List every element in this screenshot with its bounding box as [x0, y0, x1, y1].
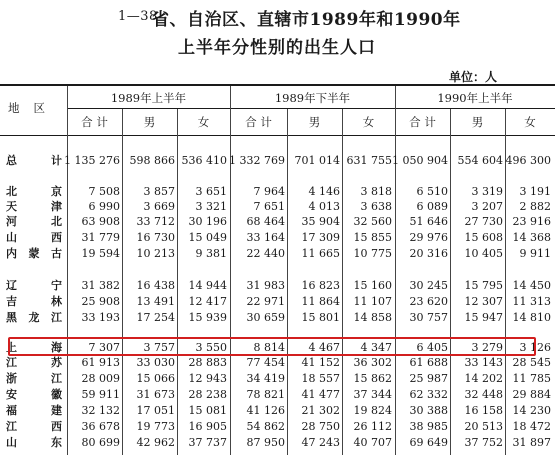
cell-total-p2: 54 862: [246, 420, 285, 433]
cell-male-p2: 47 243: [301, 436, 340, 449]
cell-male-p2: 15 801: [301, 311, 340, 324]
cell-female-p2: 11 107: [353, 295, 392, 308]
cell-male-p2: 701 014: [294, 154, 340, 167]
subheader-total-3: 合 计: [409, 115, 436, 129]
region-name: 浙 江: [6, 372, 62, 385]
cell-female-p3: 11 785: [512, 372, 551, 385]
cell-total-p3: 69 649: [409, 436, 448, 449]
cell-male-p3: 15 947: [464, 311, 503, 324]
cell-female-p1: 28 883: [188, 356, 227, 369]
cell-total-p2: 8 814: [253, 341, 285, 354]
cell-male-p2: 4 467: [308, 341, 340, 354]
cell-total-p3: 29 976: [409, 231, 448, 244]
cell-female-p3: 14 450: [512, 279, 551, 292]
cell-female-p3: 11 313: [512, 295, 551, 308]
cell-male-p3: 554 604: [457, 154, 503, 167]
region-name: 吉 林: [6, 295, 62, 308]
cell-female-p3: 31 897: [512, 436, 551, 449]
region-name: 福 建: [6, 404, 62, 417]
subheader-male-3: 男: [471, 115, 484, 129]
cell-male-p1: 42 962: [136, 436, 175, 449]
region-name: 北 京: [6, 185, 62, 198]
cell-total-p2: 78 821: [246, 388, 285, 401]
table-top-rule: [0, 84, 555, 86]
cell-female-p2: 32 560: [353, 215, 392, 228]
table-row: [0, 387, 555, 402]
region-name: 江 苏: [6, 356, 62, 369]
table-row: [0, 214, 555, 229]
cell-total-p1: 7 508: [88, 185, 120, 198]
cell-male-p2: 41 152: [301, 356, 340, 369]
cell-female-p2: 40 707: [353, 436, 392, 449]
cell-male-p1: 598 866: [129, 154, 175, 167]
cell-female-p3: 3 126: [519, 341, 551, 354]
cell-male-p3: 14 202: [464, 372, 503, 385]
cell-male-p1: 33 030: [136, 356, 175, 369]
cell-male-p1: 19 773: [136, 420, 175, 433]
cell-female-p3: 14 368: [512, 231, 551, 244]
cell-total-p2: 34 419: [246, 372, 285, 385]
region-name: 河 北: [6, 215, 62, 228]
cell-male-p2: 11 864: [301, 295, 340, 308]
cell-total-p3: 30 757: [409, 311, 448, 324]
unit-label: 单位：人: [448, 70, 497, 84]
cell-total-p1: 32 132: [81, 404, 120, 417]
cell-male-p1: 33 712: [136, 215, 175, 228]
region-name: 黑 龙 江: [6, 311, 62, 324]
cell-male-p2: 35 904: [301, 215, 340, 228]
subheader-male-1: 男: [143, 115, 156, 129]
table-row: [0, 419, 555, 434]
period-header-1990-h1: 1990年上半年: [437, 91, 513, 105]
subheader-total-1: 合 计: [81, 115, 108, 129]
cell-total-p3: 30 245: [409, 279, 448, 292]
cell-female-p3: 9 911: [519, 247, 551, 260]
cell-total-p1: 36 678: [81, 420, 120, 433]
cell-female-p1: 15 939: [188, 311, 227, 324]
header-bottom-rule: [0, 135, 555, 136]
cell-total-p1: 28 009: [81, 372, 120, 385]
cell-total-p1: 31 779: [81, 231, 120, 244]
subheader-female-1: 女: [197, 115, 210, 129]
cell-male-p2: 18 557: [301, 372, 340, 385]
cell-total-p1: 59 911: [81, 388, 120, 401]
cell-male-p1: 15 066: [136, 372, 175, 385]
cell-total-p3: 51 646: [409, 215, 448, 228]
cell-female-p3: 29 884: [512, 388, 551, 401]
cell-male-p3: 16 158: [464, 404, 503, 417]
region-name: 内 蒙 古: [6, 247, 62, 260]
cell-male-p1: 10 213: [136, 247, 175, 260]
cell-total-p2: 68 464: [246, 215, 285, 228]
subheader-male-2: 男: [308, 115, 321, 129]
cell-total-p3: 6 089: [416, 200, 448, 213]
cell-female-p1: 3 321: [195, 200, 227, 213]
cell-male-p2: 11 665: [301, 247, 340, 260]
cell-total-p1: 63 908: [81, 215, 120, 228]
shanghai-highlight-box: [8, 337, 536, 356]
cell-female-p1: 15 049: [188, 231, 227, 244]
cell-female-p1: 12 943: [188, 372, 227, 385]
cell-total-p1: 33 193: [81, 311, 120, 324]
cell-female-p1: 28 238: [188, 388, 227, 401]
cell-male-p2: 28 750: [301, 420, 340, 433]
table-row: [0, 294, 555, 309]
region-header: 地区: [8, 101, 59, 115]
cell-male-p3: 15 795: [464, 279, 503, 292]
cell-male-p3: 20 513: [464, 420, 503, 433]
cell-total-p2: 1 332 769: [229, 154, 285, 167]
cell-male-p1: 16 438: [136, 279, 175, 292]
subheader-female-3: 女: [524, 115, 536, 129]
cell-male-p3: 33 143: [464, 356, 503, 369]
cell-total-p2: 7 964: [253, 185, 285, 198]
cell-total-p1: 1 135 276: [64, 154, 120, 167]
cell-female-p2: 3 638: [360, 200, 392, 213]
period-divider-rule: [67, 108, 555, 109]
table-row: [0, 310, 555, 325]
cell-total-p2: 33 164: [246, 231, 285, 244]
cell-female-p1: 3 550: [195, 341, 227, 354]
table-number: 1—38: [118, 9, 158, 24]
cell-total-p2: 22 440: [246, 247, 285, 260]
cell-female-p1: 37 737: [188, 436, 227, 449]
region-name: 安 徽: [6, 388, 62, 401]
cell-total-p3: 38 985: [409, 420, 448, 433]
cell-male-p2: 16 823: [301, 279, 340, 292]
cell-male-p1: 3 757: [143, 341, 175, 354]
cell-total-p1: 61 913: [81, 356, 120, 369]
table-row: [0, 371, 555, 386]
cell-total-p1: 19 594: [81, 247, 120, 260]
region-name: 辽 宁: [6, 279, 62, 292]
cell-total-p2: 87 950: [246, 436, 285, 449]
cell-female-p2: 631 755: [346, 154, 392, 167]
table-row: [0, 246, 555, 261]
cell-female-p1: 14 944: [188, 279, 227, 292]
cell-female-p2: 26 112: [353, 420, 392, 433]
cell-female-p1: 16 905: [188, 420, 227, 433]
region-name: 天 津: [6, 200, 62, 213]
cell-male-p3: 32 448: [464, 388, 503, 401]
cell-male-p3: 15 608: [464, 231, 503, 244]
cell-total-p3: 62 332: [409, 388, 448, 401]
cell-female-p3: 28 545: [512, 356, 551, 369]
cell-female-p1: 3 651: [195, 185, 227, 198]
region-name: 江 西: [6, 420, 62, 433]
cell-female-p1: 536 410: [181, 154, 227, 167]
cell-female-p2: 37 344: [353, 388, 392, 401]
cell-total-p3: 61 688: [409, 356, 448, 369]
document-title: 省、自治区、直辖市1989年和1990年: [152, 10, 461, 30]
cell-male-p3: 12 307: [464, 295, 503, 308]
region-name: 总 计: [6, 154, 62, 167]
cell-female-p3: 14 230: [512, 404, 551, 417]
cell-total-p2: 31 983: [246, 279, 285, 292]
cell-total-p3: 1 050 904: [392, 154, 448, 167]
cell-male-p1: 17 254: [136, 311, 175, 324]
table-row: [0, 230, 555, 245]
region-name: 山 东: [6, 436, 62, 449]
region-name: 上 海: [6, 341, 62, 354]
cell-male-p3: 3 319: [471, 185, 503, 198]
cell-total-p1: 31 382: [81, 279, 120, 292]
region-name: 山 西: [6, 231, 62, 244]
cell-female-p1: 30 196: [188, 215, 227, 228]
cell-female-p3: 18 472: [512, 420, 551, 433]
cell-male-p3: 37 752: [464, 436, 503, 449]
cell-male-p3: 3 207: [471, 200, 503, 213]
cell-male-p2: 4 013: [308, 200, 340, 213]
cell-total-p1: 25 908: [81, 295, 120, 308]
cell-male-p1: 31 673: [136, 388, 175, 401]
cell-female-p3: 2 882: [519, 200, 551, 213]
cell-total-p1: 6 990: [88, 200, 120, 213]
cell-male-p2: 21 302: [301, 404, 340, 417]
table-row: [0, 355, 555, 370]
cell-total-p2: 22 971: [246, 295, 285, 308]
cell-male-p1: 3 669: [143, 200, 175, 213]
cell-total-p2: 41 126: [246, 404, 285, 417]
cell-male-p1: 3 857: [143, 185, 175, 198]
cell-total-p3: 23 620: [409, 295, 448, 308]
cell-female-p3: 496 300: [505, 154, 551, 167]
cell-female-p2: 36 302: [353, 356, 392, 369]
cell-total-p1: 7 307: [88, 341, 120, 354]
period-header-1989-h2: 1989年下半年: [274, 91, 351, 105]
table-row: [0, 278, 555, 293]
cell-male-p1: 17 051: [136, 404, 175, 417]
cell-female-p2: 4 347: [360, 341, 392, 354]
cell-female-p3: 14 810: [512, 311, 551, 324]
cell-total-p2: 7 651: [253, 200, 285, 213]
cell-male-p1: 13 491: [136, 295, 175, 308]
cell-male-p2: 17 309: [301, 231, 340, 244]
cell-total-p2: 77 454: [246, 356, 285, 369]
cell-male-p3: 3 279: [471, 341, 503, 354]
cell-male-p2: 41 477: [301, 388, 340, 401]
cell-female-p2: 15 160: [353, 279, 392, 292]
cell-total-p3: 6 405: [416, 341, 448, 354]
cell-female-p2: 14 858: [353, 311, 392, 324]
cell-female-p2: 10 775: [353, 247, 392, 260]
cell-female-p2: 15 862: [353, 372, 392, 385]
table-row: [0, 153, 555, 168]
cell-female-p3: 23 916: [512, 215, 551, 228]
table-row: [0, 403, 555, 418]
period-header-1989-h1: 1989年上半年: [110, 91, 187, 105]
cell-male-p3: 10 405: [464, 247, 503, 260]
cell-female-p3: 3 191: [519, 185, 551, 198]
cell-male-p1: 16 730: [136, 231, 175, 244]
document-subtitle: 上半年分性别的出生人口: [178, 38, 376, 58]
cell-female-p2: 3 818: [360, 185, 392, 198]
table-row: [0, 435, 555, 450]
cell-total-p3: 20 316: [409, 247, 448, 260]
table-row: [0, 184, 555, 199]
table-row: [0, 199, 555, 214]
cell-total-p3: 6 510: [416, 185, 448, 198]
cell-female-p2: 15 855: [353, 231, 392, 244]
subheader-female-2: 女: [362, 115, 375, 129]
cell-total-p3: 30 388: [409, 404, 448, 417]
cell-total-p3: 25 987: [409, 372, 448, 385]
cell-male-p2: 4 146: [308, 185, 340, 198]
cell-total-p2: 30 659: [246, 311, 285, 324]
cell-male-p3: 27 730: [464, 215, 503, 228]
cell-total-p1: 80 699: [81, 436, 120, 449]
cell-female-p1: 9 381: [195, 247, 227, 260]
cell-female-p1: 15 081: [188, 404, 227, 417]
cell-female-p1: 12 417: [188, 295, 227, 308]
cell-female-p2: 19 824: [353, 404, 392, 417]
subheader-total-2: 合 计: [245, 115, 272, 129]
